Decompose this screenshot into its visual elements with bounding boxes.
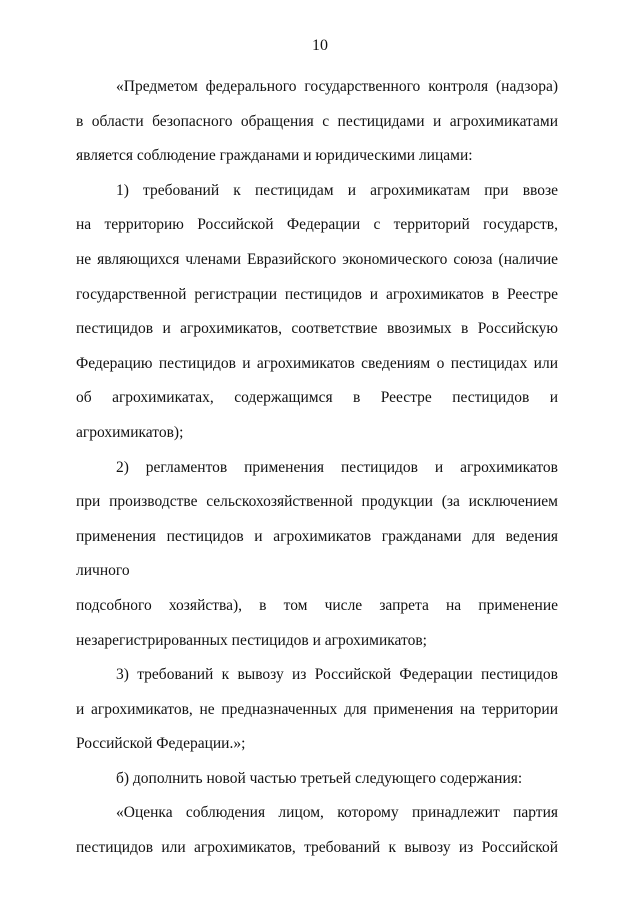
text-line: незарегистрированных пестицидов и агрохимикатов; bbox=[76, 631, 427, 649]
text-line: в области безопасного обращения с пестицидами и агрохимикатами bbox=[76, 112, 558, 130]
text-line: пестицидов или агрохимикатов, требований к вывозу из Российской bbox=[76, 839, 558, 857]
text-line: при производстве сельскохозяйственной продукции (за исключением bbox=[76, 493, 558, 511]
text-line: б) дополнить новой частью третьей следующего содержания: bbox=[116, 769, 523, 787]
text-line: не являющихся членами Евразийского экономического союза (наличие bbox=[76, 250, 558, 268]
text-line: «Оценка соблюдения лицом, которому принадлежит партия bbox=[116, 804, 558, 822]
text-line: на территорию Российской Федерации с территорий государств, bbox=[76, 216, 558, 234]
text-line: и агрохимикатов, не предназначенных для применения на территории bbox=[76, 700, 558, 718]
text-line: об агрохимикатах, содержащимся в Реестре пестицидов и агрохимикатов); bbox=[76, 389, 558, 441]
page-number: 10 bbox=[312, 37, 328, 54]
document-body bbox=[76, 70, 558, 866]
text-line: 1) требований к пестицидам и агрохимикатам при ввозе bbox=[116, 181, 558, 199]
text-line: государственной регистрации пестицидов и агрохимикатов в Реестре bbox=[76, 285, 558, 303]
text-line: 2) регламентов применения пестицидов и агрохимикатов bbox=[116, 458, 558, 476]
text-line: Федерацию пестицидов и агрохимикатов сведениям о пестицидах или bbox=[76, 354, 558, 372]
text-line: Российской Федерации.»; bbox=[76, 735, 246, 753]
text-line: «Предметом федерального государственного контроля (надзора) bbox=[116, 78, 558, 95]
text-line: является соблюдение гражданами и юридическими лицами: bbox=[76, 147, 473, 165]
text-line: применения пестицидов и агрохимикатов гражданами для ведения личного bbox=[76, 527, 558, 580]
text-line: пестицидов и агрохимикатов, соответствие ввозимых в Российскую bbox=[76, 320, 558, 338]
text-line: подсобного хозяйства), в том числе запрета на применение bbox=[76, 596, 558, 614]
text-line: 3) требований к вывозу из Российской Федерации пестицидов bbox=[116, 666, 558, 684]
